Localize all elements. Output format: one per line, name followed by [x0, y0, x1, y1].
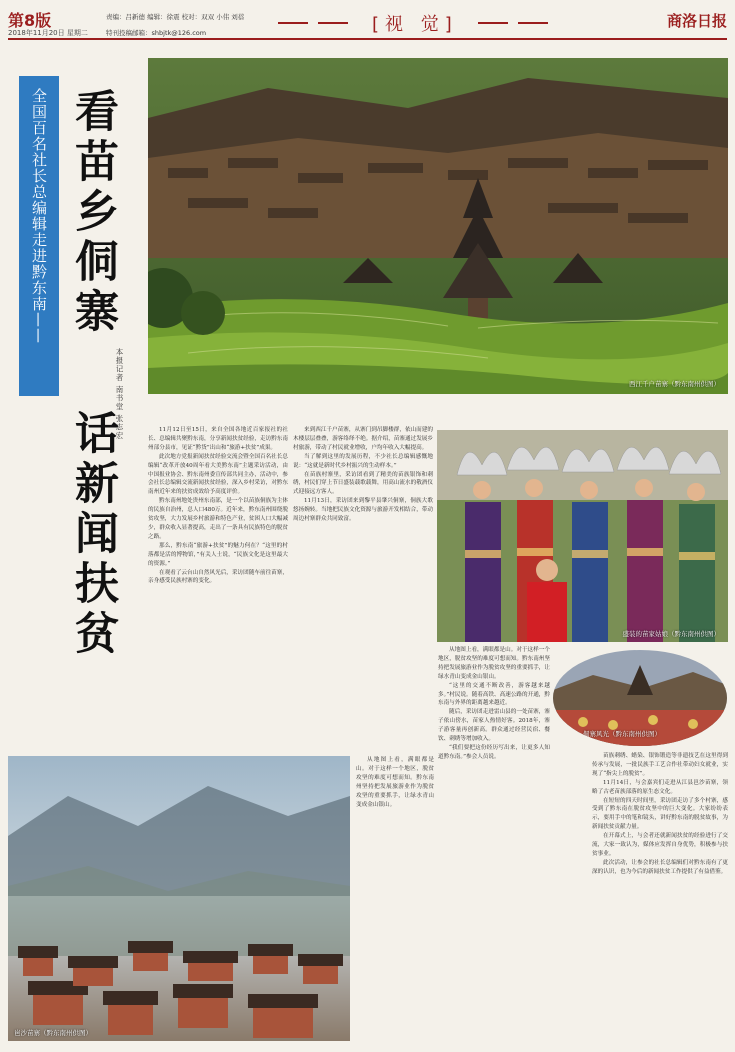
- paragraph: 随后，采访团走进雷山县的一处苗寨，寨子依山傍水，苗家人热情好客。2018年，寨子游客量再创新高。群众通过经营民宿、餐饮、刺绣等增加收入。: [438, 709, 550, 743]
- headline-line2: 话新闻扶贫: [67, 410, 118, 660]
- paragraph: 当了解到这里的发展历程，不少社长总编辑感慨地说：“这就是新时代乡村振兴的生动样本。”: [293, 453, 433, 469]
- article-column-3b: [356, 756, 434, 1044]
- paragraph: 11月12日至15日，来自全国各地近百家报社的社长、总编辑共聚黔东南，分享新闻扶贫经验，走访黔东南州部分县市，见证“黔货”出山和“旅游+扶贫”成果。: [148, 427, 288, 451]
- paragraph: 11月13日，采访团来到黎平县肇兴侗寨，侗族大歌悠扬婉转。当地把民族文化资源与旅游开发相结合，带动周边村寨群众共同致富。: [293, 498, 433, 523]
- top-photo: [148, 58, 728, 394]
- bottom-photo: [8, 756, 350, 1041]
- series-banner: 全国百名社长总编辑走进黔东南——: [19, 76, 59, 396]
- divider: [518, 22, 548, 24]
- paragraph: 此次地方党报新闻扶贫经验交流会暨全国百名社长总编辑“改革开放40周年看大美黔东南”主题采访活动，由中国报业协会、黔东南州委宣传部共同主办，活动中，参会社长总编辑交流新闻扶贫经验，深入乡村采访，对黔东南州近年来的扶贫成效给予高度评价。: [148, 453, 288, 496]
- page-header: [8, 6, 727, 40]
- paragraph: 从地图上看，满眼都是山。对于这样一个地区，脱贫攻坚的难度可想而知。黔东南州坚持把发展旅游业作为脱贫攻坚的重要抓手，让绿水青山变成金山银山。: [356, 757, 434, 808]
- costume-photo: [437, 430, 728, 642]
- paragraph: 在短短的四天时间里，采访团走访了多个村寨，感受到了黔东南在脱贫攻坚中的巨大变化。大家纷纷表示，要用手中的笔和镜头，讲好黔东南的脱贫故事，为新闻扶贫贡献力量。: [592, 797, 728, 831]
- paragraph: 此次活动，让参会的社长总编辑们对黔东南有了更深的认识，也为今后的新闻扶贫工作提供了有益借鉴。: [592, 859, 728, 875]
- divider: [278, 22, 308, 24]
- paragraph: 在开幕式上，与会者还就新闻扶贫的经验进行了交流，大家一致认为，媒体应发挥自身优势，积极参与扶贫事业。: [592, 833, 728, 857]
- miao-women-image: [437, 430, 728, 642]
- paragraph: 来到西江千户苗寨，从寨门到吊脚楼群，依山而建的木楼层层叠叠，游客络绎不绝。据介绍，苗寨通过发展乡村旅游，带动了村民就业增收，户均年收入大幅提高。: [293, 427, 433, 451]
- headline-line1: 看苗乡侗寨: [67, 88, 118, 338]
- page-number: 第8版: [8, 11, 52, 30]
- byline: 本报记者 南书堂 张志宏: [115, 348, 124, 440]
- paragraph: 黔东南州地处贵州东南部，是一个以苗族侗族为主体的民族自治州，总人口480万。近年来，黔东南州围绕脱贫攻坚，大力发展乡村旅游和特色产业，贫困人口大幅减少，群众收入显著提高，走出了一条具有民族特色的脱贫之路。: [148, 498, 288, 540]
- divider: [318, 22, 348, 24]
- article-column-4: [592, 752, 728, 1044]
- round-photo: [553, 650, 727, 746]
- paragraph: 11月14日，与会嘉宾们走进从江县岜沙苗寨，领略了古老苗族部落的原生态文化。: [592, 779, 728, 795]
- newspaper-logo: 商洛日报: [666, 12, 727, 30]
- village-landscape-image: [148, 58, 728, 394]
- paragraph: 苗族刺绣、蜡染、银饰锻造等非遗技艺在这里得到传承与发展，一批民族手工艺合作社带动妇女就业，实现了“指尖上的脱贫”。: [592, 753, 728, 777]
- paragraph: 那么，黔东南“旅游+扶贫”的魅力何在？“这里的村落都是活的博物馆，”有关人士说，“民族文化是这里最大的资源。”: [148, 542, 288, 567]
- editors-line: 责编：吕新德 编辑：徐震 校对：双双 小伟 刘蓓: [106, 13, 245, 21]
- submission-email: 特刊投稿邮箱：shbjtk@126.com: [106, 29, 207, 37]
- photo-caption: 侗寨风光（黔东南州供图）: [583, 730, 661, 738]
- divider: [478, 22, 508, 24]
- article-column-2: [293, 426, 433, 752]
- section-title: [视 觉]: [372, 14, 458, 35]
- misty-village-image: [8, 756, 350, 1041]
- photo-caption: 西江千户苗寨（黔东南州供图）: [629, 380, 720, 388]
- paragraph: “我们要把这份经历写出来，让更多人知道黔东南。”参会人员说。: [438, 744, 550, 760]
- paragraph: 在苗族村寨里，采访团看到了精美的苗族银饰和刺绣，村民们穿上节日盛装载歌载舞，用高山流水的敬酒仪式迎接远方客人。: [293, 471, 433, 496]
- article-column-1: [148, 426, 288, 752]
- paragraph: 从地图上看，满眼都是山。对于这样一个地区，脱贫攻坚的难度可想而知。黔东南州坚持把发展旅游业作为脱贫攻坚的重要抓手，让绿水青山变成金山银山。: [438, 647, 550, 680]
- paragraph: “这里的交通不断改善，游客越来越多。”村民说。随着高铁、高速公路的开通，黔东南与外界的距离越来越近。: [438, 682, 550, 707]
- article-column-3: [438, 646, 550, 1044]
- photo-caption: 岜沙苗寨（黔东南州供图）: [14, 1029, 92, 1037]
- date-line: 2018年11月20日 星期二: [8, 29, 88, 37]
- paragraph: 在观看了云台山自然风光后，采访团随车前往苗寨，亲身感受民族村寨的变化。: [148, 569, 288, 585]
- photo-caption: 盛装的苗家姑娘（黔东南州供图）: [622, 630, 720, 638]
